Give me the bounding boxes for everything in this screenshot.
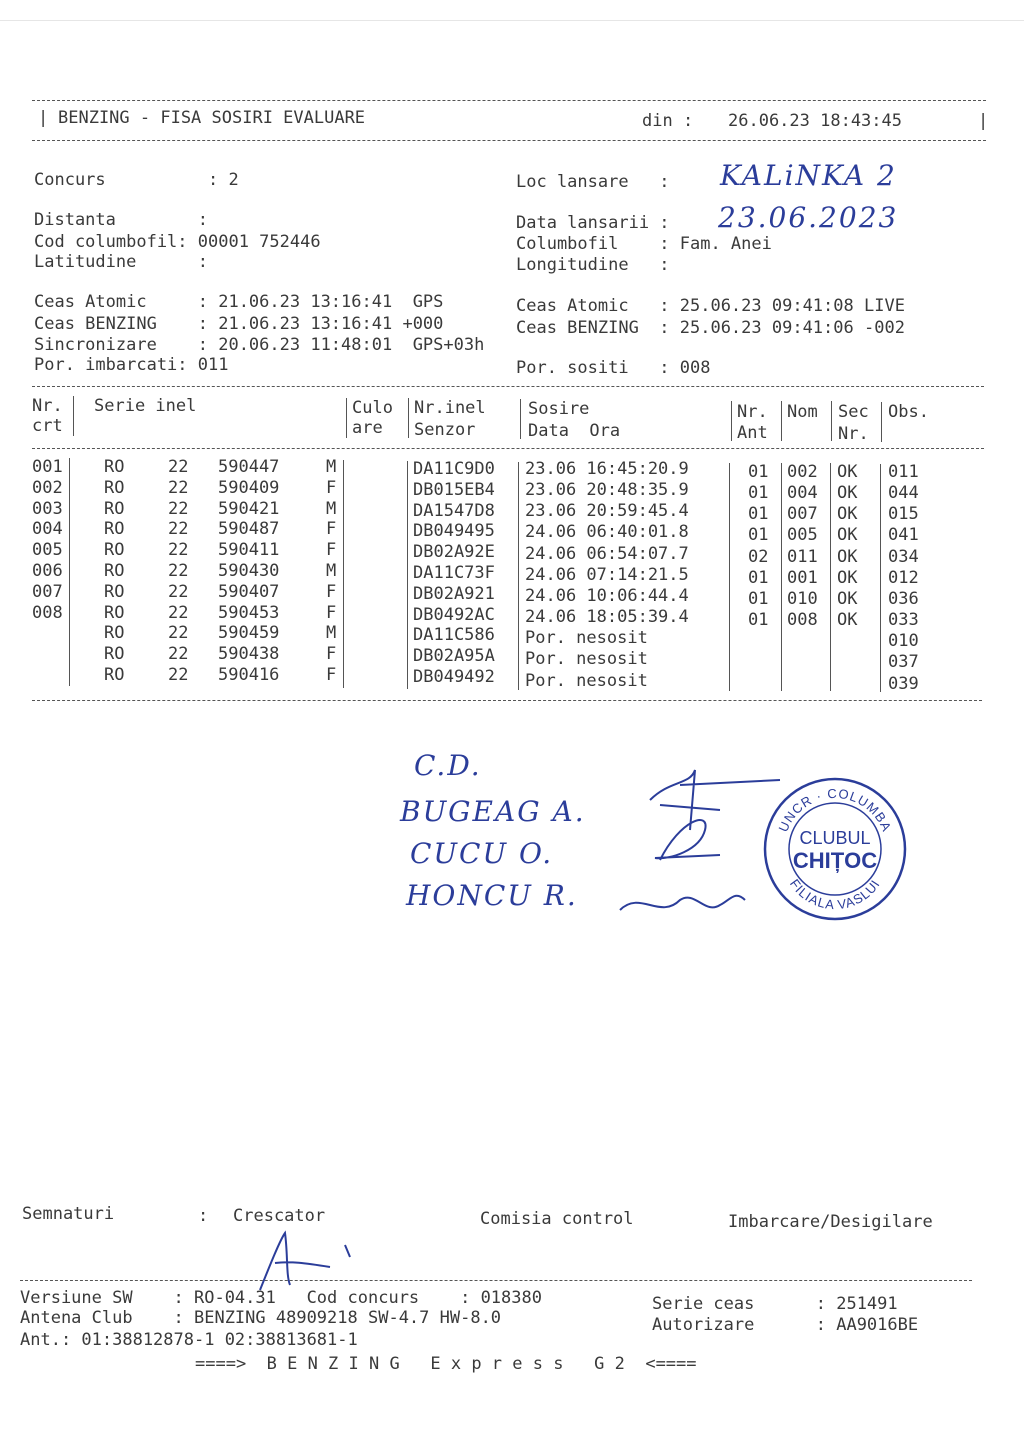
cell-senzor: DA1547D8 [413,500,495,521]
th-culoare-2: are [352,418,383,438]
col-sep [69,458,70,686]
cell-year: 22 [168,602,189,623]
col-sep [880,464,881,692]
cell-crt: 008 [32,602,63,623]
col-sep [520,399,521,439]
th-serie-inel: Serie inel [94,396,197,416]
cell-country: RO [104,457,125,477]
cell-senzor: DB015EB4 [413,479,495,500]
col-sep [781,401,782,441]
table-top-rule [32,386,984,387]
cell-sec: OK [837,588,858,609]
cell-senzor: DB049495 [413,521,495,542]
cell-ring: 590453 [218,602,280,623]
cell-ring: 590430 [218,561,280,581]
loc-lansare-label: Loc lansare : [516,172,670,192]
cell-sex: M [326,561,337,581]
cell-nom: 005 [787,525,818,546]
handwritten-cd: C.D. [414,749,482,782]
cell-ring: 590421 [218,498,280,519]
cell-sosire: Por. nesosit [525,670,648,691]
cell-sex: F [326,581,337,602]
cell-country: RO [104,477,125,498]
cell-country: RO [104,498,125,519]
cell-obs: 044 [888,483,919,504]
cell-nom: 002 [787,462,818,482]
cell-year: 22 [168,561,189,581]
cell-ant: 01 [748,525,769,546]
cell-nom: 008 [787,610,818,631]
cell-country: RO [104,665,125,685]
page-top-edge [0,20,1024,21]
cell-crt: 001 [32,457,63,477]
por-sositi-field: Por. sositi : 008 [516,358,711,378]
versiune-sw: Versiune SW : RO-04.31 Cod concurs : 018380 [20,1288,542,1308]
th-culoare-1: Culo [352,398,393,418]
cell-sec: OK [837,567,858,588]
th-data-ora: Data Ora [528,421,621,441]
cell-crt: 006 [32,561,63,581]
cell-ring: 590411 [218,540,280,561]
cell-obs: 015 [888,504,919,525]
cell-nom: 011 [787,546,818,567]
header-left-bar: | [38,108,49,128]
cell-crt: 004 [32,519,63,540]
antena-club: Antena Club : BENZING 48909218 SW-4.7 HW-8.0 [20,1308,502,1328]
cell-sosire: 24.06 06:54:07.7 [525,543,689,564]
por-imbarcati-field: Por. imbarcati: 011 [34,355,229,375]
ceas-atomic-right: Ceas Atomic : 25.06.23 09:41:08 LIVE [516,296,905,316]
distanta-field: Distanta : [34,210,208,230]
header-bottom-rule [32,140,986,141]
cell-year: 22 [168,477,189,498]
stamp-top-text: UNCR · COLUMBA [775,785,895,835]
cell-sec: OK [837,462,858,482]
cell-obs: 010 [888,631,919,652]
header-right-bar: | [978,111,989,131]
cell-sec: OK [837,546,858,567]
cell-year: 22 [168,457,189,477]
semnaturi-colon: : [198,1206,209,1226]
cell-obs: 037 [888,652,919,673]
th-nrinel: Nr.inel [414,398,486,418]
cell-sosire: 24.06 06:40:01.8 [525,522,689,543]
cell-ring: 590416 [218,665,280,685]
col-sep [73,396,74,436]
cell-senzor: DB049492 [413,667,495,687]
loc-lansare-handwritten: KALiNKA 2 [720,159,897,192]
cell-ant: 01 [748,483,769,504]
col-sep [731,401,732,441]
cell-crt: 005 [32,540,63,561]
cell-country: RO [104,519,125,540]
cell-nom: 010 [787,588,818,609]
col-sep [830,463,831,691]
th-sec-nr: Nr. [838,424,869,444]
comisia-label: Comisia control [480,1209,634,1229]
handwritten-name-2: CUCU O. [410,837,554,870]
stamp-circle-icon [762,776,908,922]
th-nrant-1: Nr. [737,402,768,422]
cell-ant: 01 [748,462,769,482]
header-top-rule [32,100,986,101]
cell-senzor: DB02A95A [413,646,495,667]
cell-country: RO [104,561,125,581]
cell-obs: 041 [888,525,919,546]
col-sep [346,398,347,438]
cell-senzor: DB0492AC [413,604,495,625]
cell-year: 22 [168,665,189,685]
longitudine-field: Longitudine : [516,255,670,275]
col-sep [408,398,409,438]
cell-ant: 01 [748,504,769,525]
th-sec: Sec [838,402,869,422]
col-sep [831,401,832,441]
cell-ant: 01 [748,588,769,609]
col-sep [518,462,519,690]
cell-ring: 590409 [218,477,280,498]
th-sosire: Sosire [528,399,590,419]
table-header-rule [32,448,984,449]
cell-country: RO [104,581,125,602]
cell-sosire: 24.06 18:05:39.4 [525,607,689,628]
cell-sex: F [326,644,337,665]
data-lansarii-handwritten: 23.06.2023 [718,201,899,234]
header-title: BENZING - FISA SOSIRI EVALUARE [58,108,366,128]
col-sep [729,463,730,691]
cell-nom: 007 [787,504,818,525]
th-nrant-2: Ant [737,423,768,443]
cell-sex: F [326,665,337,685]
cell-sex: F [326,519,337,540]
crescator-label: Crescator [233,1206,326,1226]
cell-obs: 034 [888,546,919,567]
cell-sec: OK [837,504,858,525]
svg-text:FILIALA VASLUI [787,876,883,912]
cell-obs: 039 [888,673,919,694]
col-sep [781,463,782,691]
cell-ant: 01 [748,567,769,588]
cell-senzor: DA11C9D0 [413,459,495,479]
cell-sosire: Por. nesosit [525,628,648,649]
columbofil-field: Columbofil : Fam. Anei [516,234,772,254]
cell-ring: 590438 [218,644,280,665]
cell-year: 22 [168,519,189,540]
col-sep [343,460,344,688]
cell-year: 22 [168,644,189,665]
cell-sex: F [326,602,337,623]
cell-sex: F [326,477,337,498]
semnaturi-label: Semnaturi [22,1204,115,1224]
th-senzor: Senzor [414,420,476,440]
th-nom: Nom [787,402,818,422]
cell-ring: 590487 [218,519,280,540]
header-din-label: din : [642,111,694,131]
autorizare: Autorizare : AA9016BE [652,1315,919,1335]
cell-ant: 02 [748,546,769,567]
cell-obs: 033 [888,610,919,631]
cell-sosire: 23.06 20:48:35.9 [525,480,689,501]
th-crt: crt [32,416,63,436]
cell-ring: 590447 [218,457,280,477]
cell-sec: OK [837,610,858,631]
cell-sosire: 24.06 10:06:44.4 [525,585,689,606]
cell-country: RO [104,644,125,665]
cell-sec: OK [837,483,858,504]
ceas-benzing-left: Ceas BENZING : 21.06.23 13:16:41 +000 [34,314,444,334]
cell-crt: 002 [32,477,63,498]
cell-year: 22 [168,540,189,561]
cell-senzor: DB02A921 [413,583,495,604]
cell-obs: 012 [888,567,919,588]
cell-sosire: Por. nesosit [525,649,648,670]
latitudine-field: Latitudine : [34,252,208,272]
th-nr: Nr. [32,396,63,416]
benzing-express-banner: ====> B E N Z I N G E x p r e s s G 2 <==== [195,1354,697,1374]
col-sep [881,402,882,442]
ceas-benzing-right: Ceas BENZING : 25.06.23 09:41:06 -002 [516,318,905,338]
cell-ant: 01 [748,610,769,631]
crescator-signature [250,1225,370,1295]
concurs-field: Concurs : 2 [34,170,239,190]
cell-country: RO [104,540,125,561]
col-sep [407,461,408,689]
cell-senzor: DB02A92E [413,542,495,563]
cell-sex: M [326,623,337,644]
cell-ring: 590459 [218,623,280,644]
cell-crt: 003 [32,498,63,519]
cell-obs: 011 [888,462,919,482]
cell-nom: 004 [787,483,818,504]
cell-sosire: 23.06 20:59:45.4 [525,501,689,522]
footer-rule [20,1280,972,1281]
cell-crt: 007 [32,581,63,602]
cell-obs: 036 [888,588,919,609]
table-bottom-rule [32,700,982,701]
th-obs: Obs. [888,402,929,422]
cell-sec: OK [837,525,858,546]
cell-year: 22 [168,581,189,602]
cell-sex: F [326,540,337,561]
serie-ceas: Serie ceas : 251491 [652,1294,898,1314]
handwritten-name-3: HONCU R. [406,879,578,912]
cod-columbofil-field: Cod columbofil: 00001 752446 [34,232,321,252]
cell-sex: M [326,498,337,519]
handwritten-name-1: BUGEAG A. [400,795,586,828]
cell-senzor: DA11C586 [413,625,495,646]
cell-sex: M [326,457,337,477]
antena-ids: Ant.: 01:38812878-1 02:38813681-1 [20,1330,358,1350]
stamp-bottom-text: FILIALA VASLUI [786,876,884,913]
stamp-mid1: CLUBUL [799,828,871,848]
cell-ring: 590407 [218,581,280,602]
cell-year: 22 [168,623,189,644]
stamp-mid2: CHIȚOC [792,848,878,873]
cell-sosire: 24.06 07:14:21.5 [525,564,689,585]
imbarcare-label: Imbarcare/Desigilare [728,1212,933,1232]
cell-year: 22 [168,498,189,519]
data-lansarii-label: Data lansarii : [516,213,670,233]
club-stamp [762,776,908,922]
cell-sosire: 23.06 16:45:20.9 [525,459,689,479]
sincronizare-field: Sincronizare : 20.06.23 11:48:01 GPS+03h [34,335,485,355]
ceas-atomic-left: Ceas Atomic : 21.06.23 13:16:41 GPS [34,292,444,312]
cell-senzor: DA11C73F [413,563,495,583]
header-din-value: 26.06.23 18:43:45 [728,111,902,131]
cell-nom: 001 [787,567,818,588]
cell-country: RO [104,623,125,644]
cell-country: RO [104,602,125,623]
